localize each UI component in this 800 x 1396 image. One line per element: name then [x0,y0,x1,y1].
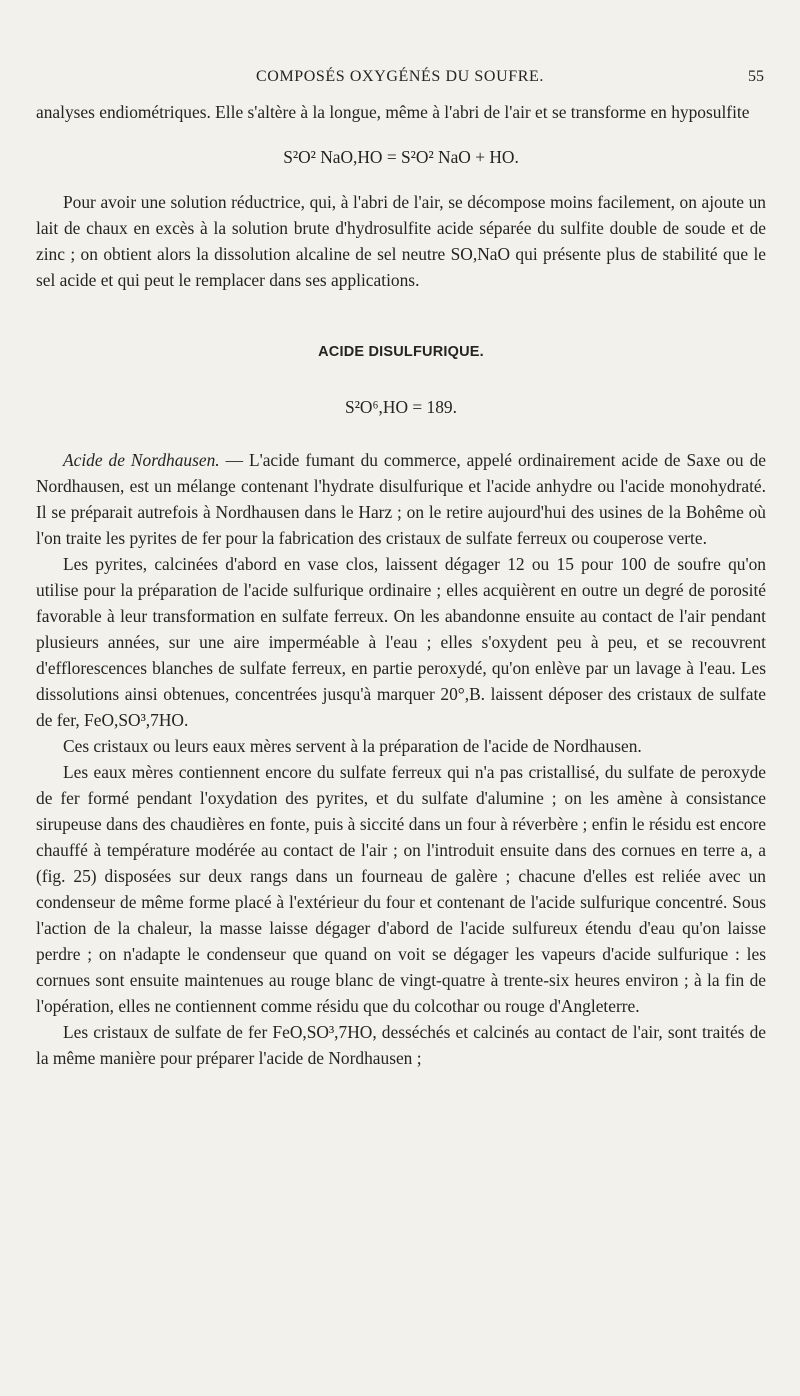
paragraph-3-text: — L'acide fumant du commerce, appelé ordinairement acide de Saxe ou de Nordhausen, est un mélange contenant l'hydrate disulfurique et l'acide anhydre ou l'acide monohydraté. Il se préparait autrefois à Nordhausen dans le Harz ; on le retire aujourd'hui des usines de la Bohême où l'on traite les pyrites de fer pour la fabrication des cristaux de sulfate ferreux ou couperose verte. [36,450,766,548]
body-text [36,99,766,1071]
formula-disulfuric: S²O⁶,HO = 189. [345,397,457,417]
paragraph-4: Les pyrites, calcinées d'abord en vase clos, laissent dégager 12 ou 15 pour 100 de soufre qu'on utilise pour la préparation de l'acide sulfurique ordinaire ; elles acquièrent en outre un degré de porosité favorable à leur transformation en sulfate ferreux. On les abandonne ensuite au contact de l'air pendant plusieurs années, sur une aire imperméable à l'eau ; elles s'oxydent peu à peu, et se recouvrent d'efflorescences blanches de sulfate ferreux, en partie peroxydé, qu'on enlève par un lavage à l'eau. Les dissolutions ainsi obtenues, concentrées jusqu'à marquer 20°,B. laissent déposer des cristaux de sulfate de fer, FeO,SO³,7HO. [36,554,766,730]
running-title: COMPOSÉS OXYGÉNÉS DU SOUFRE. [256,68,544,85]
paragraph-5: Ces cristaux ou leurs eaux mères servent à la préparation de l'acide de Nordhausen. [63,736,642,756]
paragraph-3 [36,447,766,551]
page-header [36,68,764,92]
formula-hyposulfite: S²O² NaO,HO = S²O² NaO + HO. [283,147,519,167]
section-heading: ACIDE DISULFURIQUE. [318,344,484,360]
paragraph-1: analyses endiométriques. Elle s'altère à la longue, même à l'abri de l'air et se transforme en hyposulfite [36,102,750,122]
paragraph-2: Pour avoir une solution réductrice, qui, à l'abri de l'air, se décompose moins facilement, on ajoute un lait de chaux en excès à la solution brute d'hydrosulfite acide séparée du sulfite double de soude et de zinc ; on obtient alors la dissolution alcaline de sel neutre SO,NaO qui présente plus de stabilité que le sel acide et qui peut le remplacer dans ses applications. [36,192,766,290]
page-number: 55 [748,68,764,85]
paragraph-7: Les cristaux de sulfate de fer FeO,SO³,7HO, desséchés et calcinés au contact de l'air, sont traités de la même manière pour préparer l'acide de Nordhausen ; [36,1022,766,1068]
paragraph-3-lead: Acide de Nordhausen. [63,450,220,470]
paragraph-6: Les eaux mères contiennent encore du sulfate ferreux qui n'a pas cristallisé, du sulfate de peroxyde de fer formé pendant l'oxydation des pyrites, et du sulfate d'alumine ; on les amène à consistance sirupeuse dans des chaudières en fonte, puis à siccité dans un four à réverbère ; enfin le résidu est encore chauffé à température modérée au contact de l'air ; on l'introduit ensuite dans des cornues en terre a, a (fig. 25) disposées sur deux rangs dans un fourneau de galère ; chacune d'elles est reliée avec un condenseur de même forme placé à l'extérieur du four et contenant de l'acide sulfurique concentré. Sous l'action de la chaleur, la masse laisse dégager d'abord de l'acide sulfureux étendu d'eau qu'on laisse perdre ; on n'adapte le condenseur que quand on voit se dégager les vapeurs d'acide sulfurique : les cornues sont ensuite maintenues au rouge blanc de vingt-quatre à trente-six heures environ ; à la fin de l'opération, elles ne contiennent comme résidu que du colcothar ou rouge d'Angleterre. [36,762,766,1016]
